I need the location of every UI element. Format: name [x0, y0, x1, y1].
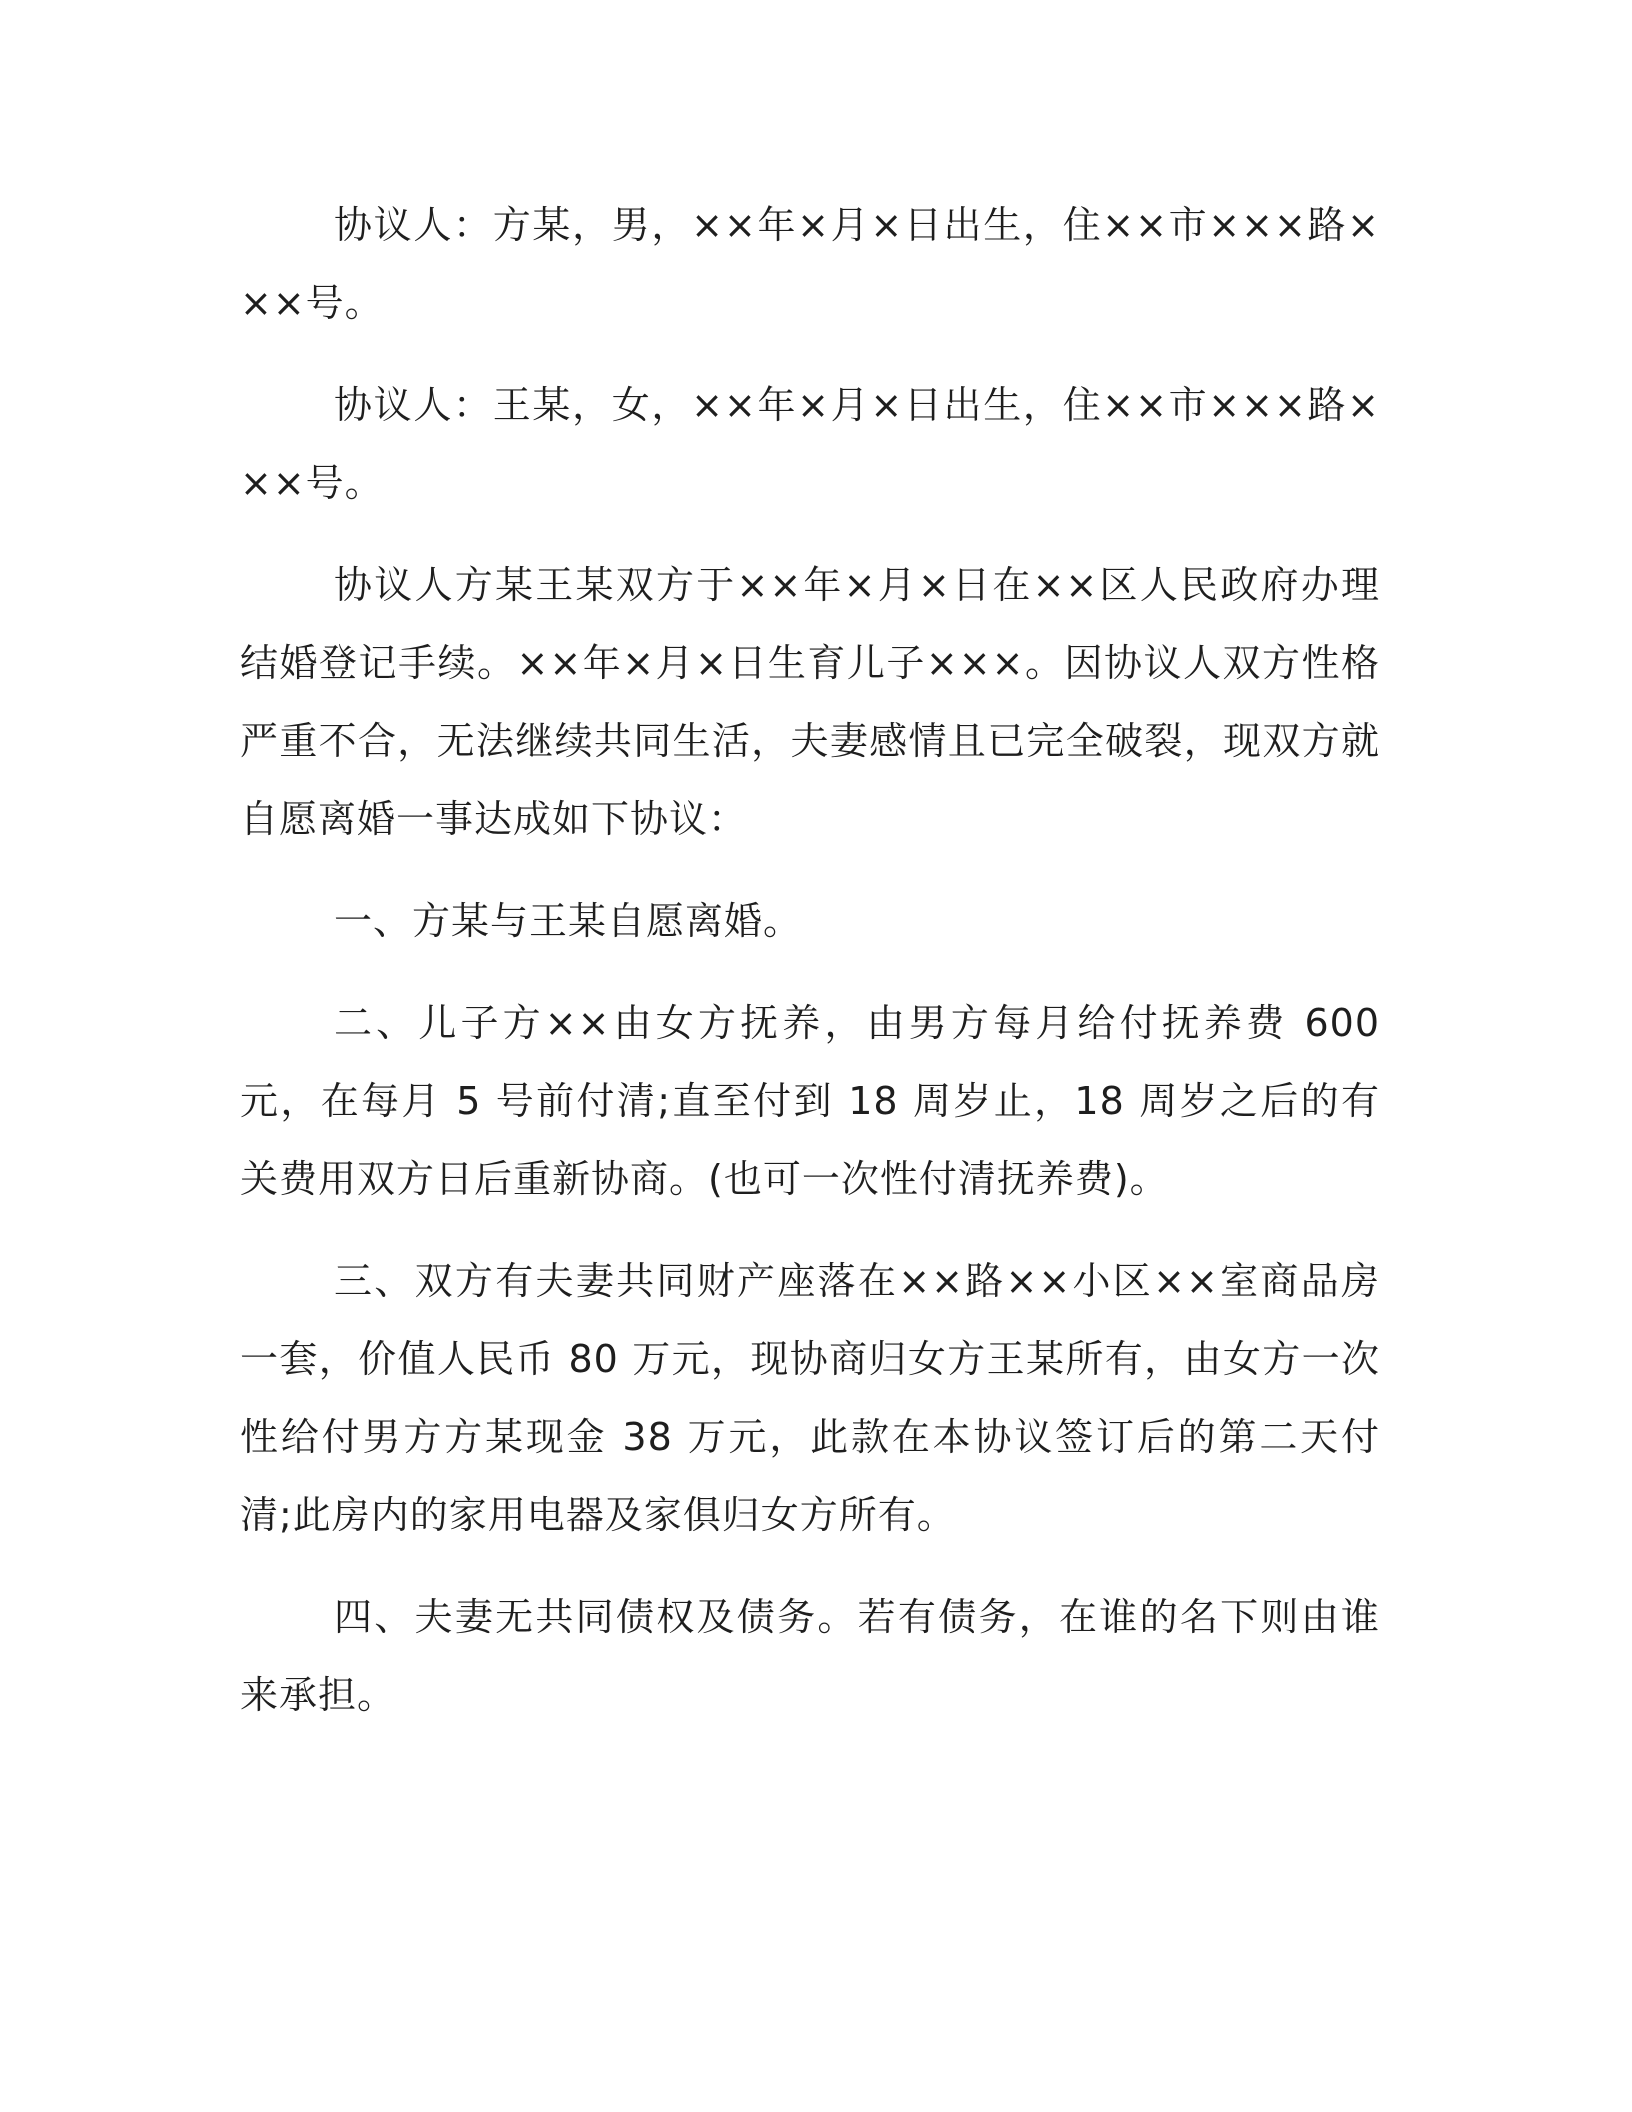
clause-4-paragraph: 四、夫妻无共同债权及债务。若有债务，在谁的名下则由谁来承担。	[240, 1595, 1380, 1717]
clause-1-paragraph: 一、方某与王某自愿离婚。	[334, 899, 803, 943]
party-male-paragraph: 协议人：方某，男，××年×月×日出生，住××市×××路×××号。	[240, 203, 1380, 325]
clause-2-paragraph: 二、儿子方××由女方抚养，由男方每月给付抚养费 600 元，在每月 5 号前付清;直至付到 18 周岁止，18 周岁之后的有关费用双方日后重新协商。(也可一次性付清抚养费)。	[240, 1001, 1380, 1201]
party-female-paragraph: 协议人：王某，女，××年×月×日出生，住××市×××路×××号。	[240, 383, 1380, 505]
document-body	[240, 186, 1380, 1758]
clause-3-paragraph: 三、双方有夫妻共同财产座落在××路××小区××室商品房一套，价值人民币 80 万元，现协商归女方王某所有，由女方一次性给付男方方某现金 38 万元，此款在本协议签订后的第二天付清;此房内的家用电器及家俱归女方所有。	[240, 1259, 1380, 1537]
background-paragraph: 协议人方某王某双方于××年×月×日在××区人民政府办理结婚登记手续。××年×月×日生育儿子×××。因协议人双方性格严重不合，无法继续共同生活，夫妻感情且已完全破裂，现双方就自愿离婚一事达成如下协议：	[240, 563, 1380, 841]
